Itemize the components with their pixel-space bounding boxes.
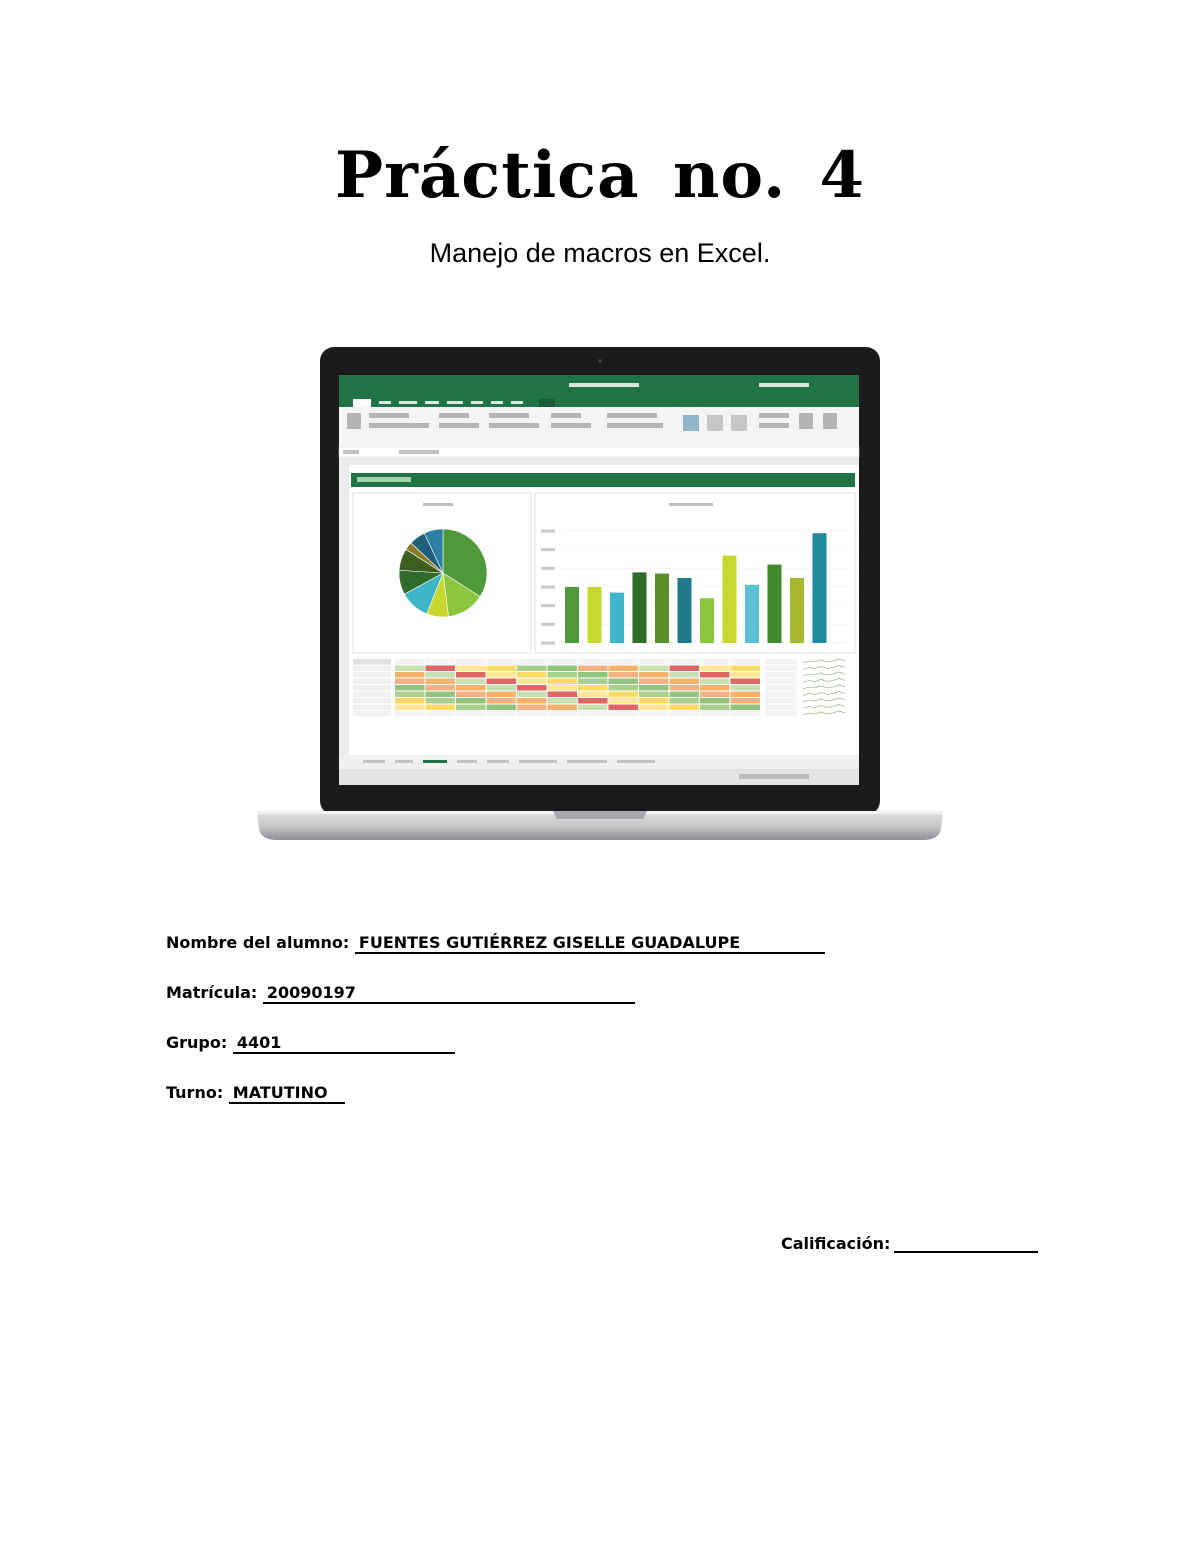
table-cell: [487, 692, 517, 698]
table-cell: [426, 711, 456, 717]
bar-axis-tick: [541, 604, 555, 607]
expense-table: [353, 659, 845, 717]
bar-axis-tick: [541, 642, 555, 645]
student-id-label: Matrícula:: [166, 983, 258, 1002]
table-cell: [670, 692, 700, 698]
table-cell: [700, 679, 730, 685]
table-cell: [609, 711, 639, 717]
table-cell: [639, 698, 669, 704]
student-name-field: [166, 933, 825, 954]
table-cell: [578, 705, 608, 711]
table-cell: [639, 711, 669, 717]
table-cell: [426, 698, 456, 704]
table-cell: [578, 692, 608, 698]
table-cell: [700, 692, 730, 698]
table-cell: [517, 698, 547, 704]
student-group-label: Grupo:: [166, 1033, 228, 1052]
table-cell: [517, 705, 547, 711]
table-cell: [700, 685, 730, 691]
bar-axis-tick: [541, 548, 555, 551]
table-cell: [548, 705, 578, 711]
student-shift-label: Turno:: [166, 1083, 224, 1102]
table-label-cell: [353, 705, 391, 711]
table-label-cell: [353, 666, 391, 672]
table-cell: [517, 672, 547, 678]
laptop-notch: [553, 811, 647, 819]
table-cell: [487, 705, 517, 711]
table-cell: [548, 692, 578, 698]
laptop-excel-image: [255, 345, 945, 845]
table-total-cell: [765, 666, 797, 672]
bar: [723, 556, 737, 643]
table-cell: [700, 711, 730, 717]
table-cell: [456, 698, 486, 704]
table-cell: [670, 698, 700, 704]
table-cell: [700, 698, 730, 704]
table-cell: [487, 672, 517, 678]
table-cell: [609, 659, 639, 665]
table-cell: [548, 666, 578, 672]
bar: [678, 578, 692, 643]
student-shift-field: [166, 1083, 345, 1104]
student-shift-value: MATUTINO: [229, 1084, 345, 1104]
table-cell: [395, 692, 425, 698]
table-cell: [395, 679, 425, 685]
table-cell: [395, 672, 425, 678]
table-cell: [609, 698, 639, 704]
table-cell: [456, 685, 486, 691]
table-cell: [456, 679, 486, 685]
grade-label: Calificación:: [781, 1234, 891, 1253]
page-subtitle: Manejo de macros en Excel.: [429, 238, 771, 268]
grade-field: [781, 1233, 1038, 1253]
table-cell: [426, 659, 456, 665]
table-cell: [517, 666, 547, 672]
table-cell: [426, 679, 456, 685]
table-cell: [578, 685, 608, 691]
table-cell: [487, 711, 517, 717]
table-cell: [426, 692, 456, 698]
table-cell: [639, 705, 669, 711]
bar: [768, 565, 782, 643]
student-id-field: [166, 983, 635, 1004]
table-total-cell: [765, 672, 797, 678]
table-cell: [731, 679, 761, 685]
student-name-label: Nombre del alumno:: [166, 933, 350, 952]
table-total-cell: [765, 659, 797, 665]
table-label-cell: [353, 711, 391, 717]
bar: [655, 574, 669, 643]
table-cell: [548, 711, 578, 717]
table-total-cell: [765, 711, 797, 717]
student-id-value: 20090197: [263, 984, 635, 1004]
table-cell: [700, 659, 730, 665]
table-cell: [548, 672, 578, 678]
table-total-cell: [765, 685, 797, 691]
table-cell: [578, 659, 608, 665]
table-cell: [548, 679, 578, 685]
excel-screen: [339, 375, 859, 785]
table-cell: [670, 666, 700, 672]
table-cell: [700, 672, 730, 678]
table-cell: [487, 685, 517, 691]
table-label-cell: [353, 685, 391, 691]
bar: [565, 587, 579, 643]
table-cell: [609, 705, 639, 711]
table-cell: [517, 685, 547, 691]
table-cell: [395, 666, 425, 672]
table-cell: [426, 672, 456, 678]
table-cell: [639, 692, 669, 698]
table-cell: [731, 705, 761, 711]
table-cell: [639, 666, 669, 672]
table-label-cell: [353, 672, 391, 678]
table-cell: [639, 685, 669, 691]
bar: [610, 593, 624, 643]
table-cell: [517, 659, 547, 665]
table-cell: [609, 692, 639, 698]
table-cell: [670, 705, 700, 711]
table-cell: [395, 698, 425, 704]
table-cell: [456, 692, 486, 698]
table-cell: [578, 679, 608, 685]
table-cell: [670, 685, 700, 691]
bar: [588, 587, 602, 643]
table-cell: [548, 685, 578, 691]
table-cell: [395, 705, 425, 711]
table-cell: [609, 685, 639, 691]
table-cell: [700, 666, 730, 672]
laptop-camera: [598, 359, 602, 363]
table-cell: [731, 672, 761, 678]
table-cell: [426, 666, 456, 672]
table-total-cell: [765, 705, 797, 711]
table-cell: [578, 711, 608, 717]
student-group-value: 4401: [233, 1034, 455, 1054]
table-label-cell: [353, 692, 391, 698]
table-cell: [517, 692, 547, 698]
student-group-field: [166, 1033, 455, 1054]
table-cell: [670, 659, 700, 665]
table-cell: [731, 698, 761, 704]
table-cell: [395, 659, 425, 665]
bar-axis-tick: [541, 530, 555, 533]
table-cell: [578, 666, 608, 672]
bar: [633, 572, 647, 643]
student-name-value: FUENTES GUTIÉRREZ GISELLE GUADALUPE: [355, 934, 825, 954]
table-cell: [487, 659, 517, 665]
bar-axis-tick: [541, 586, 555, 589]
table-cell: [395, 685, 425, 691]
table-cell: [517, 679, 547, 685]
table-cell: [426, 705, 456, 711]
bar-axis-tick: [541, 567, 555, 570]
table-cell: [670, 711, 700, 717]
table-label-cell: [353, 659, 391, 665]
table-cell: [639, 659, 669, 665]
table-cell: [456, 666, 486, 672]
table-total-cell: [765, 698, 797, 704]
table-cell: [609, 679, 639, 685]
table-cell: [456, 672, 486, 678]
table-cell: [456, 705, 486, 711]
table-cell: [487, 666, 517, 672]
table-cell: [609, 666, 639, 672]
bar: [790, 578, 804, 643]
table-cell: [395, 711, 425, 717]
table-cell: [456, 659, 486, 665]
table-cell: [548, 659, 578, 665]
table-label-cell: [353, 698, 391, 704]
table-cell: [731, 666, 761, 672]
table-cell: [700, 705, 730, 711]
bar: [700, 598, 714, 643]
table-cell: [578, 672, 608, 678]
table-cell: [639, 672, 669, 678]
table-cell: [639, 679, 669, 685]
table-cell: [487, 679, 517, 685]
table-cell: [670, 679, 700, 685]
table-cell: [517, 711, 547, 717]
table-cell: [609, 672, 639, 678]
table-cell: [578, 698, 608, 704]
table-total-cell: [765, 679, 797, 685]
table-cell: [426, 685, 456, 691]
table-cell: [731, 659, 761, 665]
grade-blank: [894, 1233, 1038, 1253]
table-cell: [548, 698, 578, 704]
bar: [813, 533, 827, 643]
table-cell: [731, 692, 761, 698]
table-label-cell: [353, 679, 391, 685]
table-cell: [731, 685, 761, 691]
page-title: Práctica no. 4: [334, 138, 866, 213]
bar-axis-tick: [541, 623, 555, 626]
bar: [745, 585, 759, 643]
table-cell: [487, 698, 517, 704]
table-cell: [731, 711, 761, 717]
table-total-cell: [765, 692, 797, 698]
table-cell: [456, 711, 486, 717]
pie-chart: [399, 529, 487, 617]
table-cell: [670, 672, 700, 678]
